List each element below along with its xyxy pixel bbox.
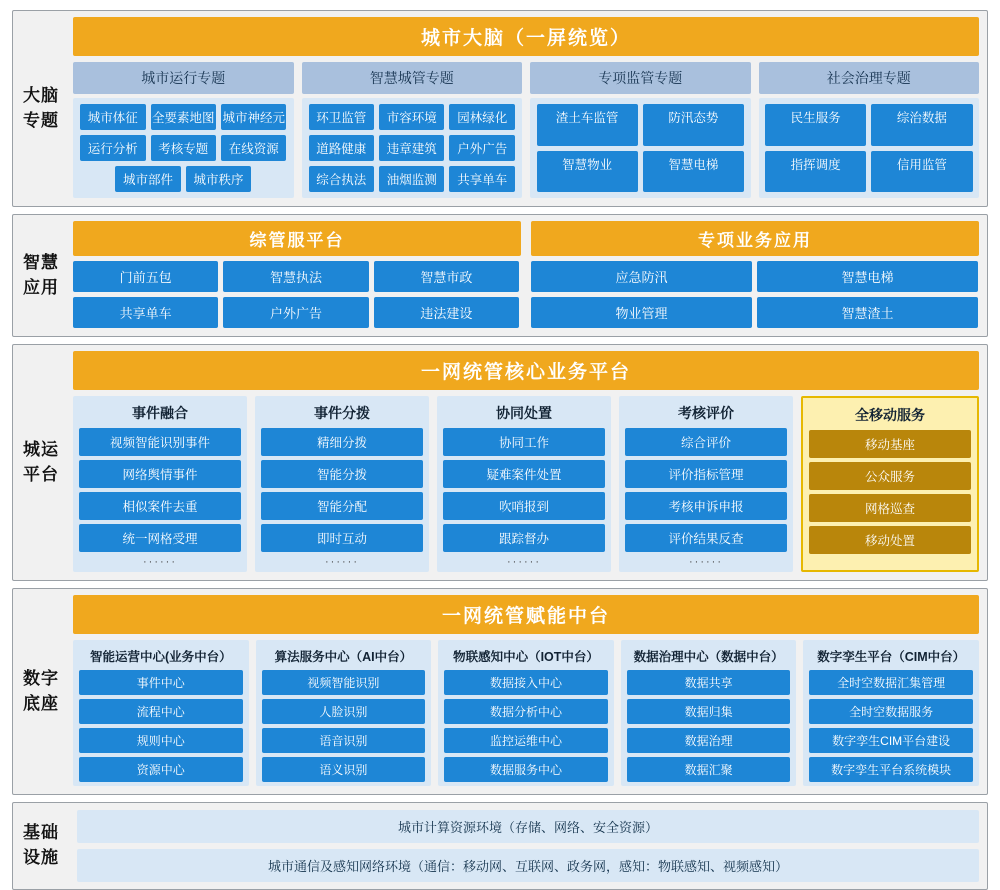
chip[interactable]: 综合执法: [309, 166, 374, 192]
section-smart-application: [12, 214, 988, 337]
chip[interactable]: 全要素地图: [151, 104, 216, 130]
card-title: 协同处置: [496, 405, 552, 421]
section-label-platform: [13, 345, 69, 580]
chip[interactable]: 智慧电梯: [757, 261, 978, 292]
card-title: 事件融合: [132, 405, 188, 421]
foundation-title: 一网统管赋能中台: [73, 595, 979, 634]
chip[interactable]: 环卫监管: [309, 104, 374, 130]
foundation-card-iot-center: [438, 640, 614, 786]
ellipsis: ······: [507, 556, 541, 568]
card-title: 考核评价: [678, 405, 734, 421]
chip[interactable]: 即时互动: [261, 524, 423, 552]
section-digital-foundation: [12, 588, 988, 795]
chip[interactable]: 网络舆情事件: [79, 460, 241, 488]
chip[interactable]: 共享单车: [449, 166, 514, 192]
chip[interactable]: 市容环境: [379, 104, 444, 130]
band-label-line: 数字: [23, 668, 59, 688]
chip[interactable]: 规则中心: [79, 728, 243, 753]
card-title: 数字孪生平台（CIM中台）: [817, 650, 966, 664]
smart-block-title: 综管服平台: [73, 221, 521, 256]
chip[interactable]: 事件中心: [79, 670, 243, 695]
ellipsis: ······: [689, 556, 723, 568]
brain-column-social-governance: [759, 62, 980, 198]
chip[interactable]: 考核专题: [151, 135, 216, 161]
chip[interactable]: 监控运维中心: [444, 728, 608, 753]
platform-body: [69, 345, 987, 580]
card-title: 事件分拨: [314, 405, 370, 421]
chip[interactable]: 精细分拨: [261, 428, 423, 456]
chip[interactable]: 数据归集: [627, 699, 791, 724]
smart-block-comprehensive-platform: [73, 221, 521, 328]
infra-row-computing[interactable]: 城市计算资源环境（存储、网络、安全资源）: [77, 810, 979, 843]
foundation-body: [69, 589, 987, 794]
chip[interactable]: 数据分析中心: [444, 699, 608, 724]
chip[interactable]: 共享单车: [73, 297, 218, 328]
band-label-line: 城运: [23, 439, 59, 459]
section-city-brain: [12, 10, 988, 207]
infra-body: [69, 803, 987, 889]
smart-block-title: 专项业务应用: [531, 221, 979, 256]
chip[interactable]: 相似案件去重: [79, 492, 241, 520]
chip[interactable]: 城市体征: [80, 104, 145, 130]
chip[interactable]: 视频智能识别: [262, 670, 426, 695]
brain-title: 城市大脑（一屏统览）: [73, 17, 979, 56]
brain-column-title: 智慧城管专题: [302, 62, 523, 94]
chip[interactable]: 油烟监测: [379, 166, 444, 192]
smart-block-items: [73, 261, 521, 328]
chip[interactable]: 考核申诉申报: [625, 492, 787, 520]
chip[interactable]: 智慧市政: [374, 261, 519, 292]
platform-title: 一网统管核心业务平台: [73, 351, 979, 390]
chip[interactable]: 智慧渣土: [757, 297, 978, 328]
ellipsis: ······: [143, 556, 177, 568]
chip[interactable]: 统一网格受理: [79, 524, 241, 552]
chip[interactable]: 指挥调度: [765, 151, 866, 193]
chip[interactable]: 智慧执法: [223, 261, 368, 292]
chip[interactable]: 数据共享: [627, 670, 791, 695]
chip[interactable]: 违章建筑: [379, 135, 444, 161]
chip[interactable]: 综合评价: [625, 428, 787, 456]
ellipsis: ······: [325, 556, 359, 568]
foundation-card-ai-center: [256, 640, 432, 786]
band-label-line: 基础: [23, 823, 59, 843]
chip[interactable]: 城市部件: [115, 166, 180, 192]
platform-card-event-fusion: [73, 396, 247, 572]
card-title: 全移动服务: [855, 407, 925, 423]
chip[interactable]: 智慧电梯: [643, 151, 744, 193]
band-label-line: 平台: [23, 464, 59, 484]
chip[interactable]: 语音识别: [262, 728, 426, 753]
foundation-card-digital-twin: [803, 640, 979, 786]
chip[interactable]: 智慧物业: [537, 151, 638, 193]
band-label-line: 专题: [23, 110, 59, 130]
chip[interactable]: 防汛态势: [643, 104, 744, 146]
chip[interactable]: 渣土车监管: [537, 104, 638, 146]
chip[interactable]: 城市神经元: [221, 104, 286, 130]
chip[interactable]: 语义识别: [262, 757, 426, 782]
card-title: 算法服务中心（AI中台）: [274, 650, 413, 664]
chip[interactable]: 户外广告: [223, 297, 368, 328]
chip[interactable]: 违法建设: [374, 297, 519, 328]
chip[interactable]: 数字孪生平台系统模块: [809, 757, 973, 782]
chip[interactable]: 信用监管: [871, 151, 972, 193]
chip[interactable]: 智能分配: [261, 492, 423, 520]
chip[interactable]: 数据服务中心: [444, 757, 608, 782]
chip[interactable]: 园林绿化: [449, 104, 514, 130]
brain-column-items: [302, 98, 523, 198]
brain-column-special-supervision: [530, 62, 751, 198]
brain-column-smart-urban-management: [302, 62, 523, 198]
chip[interactable]: 门前五包: [73, 261, 218, 292]
brain-column-title: 社会治理专题: [759, 62, 980, 94]
chip[interactable]: 在线资源: [221, 135, 286, 161]
card-title: 数据治理中心（数据中台）: [633, 650, 784, 664]
section-label-brain: [13, 11, 69, 206]
chip[interactable]: 城市秩序: [186, 166, 251, 192]
smart-blocks: [73, 221, 979, 328]
chip[interactable]: 综治数据: [871, 104, 972, 146]
section-label-foundation: [13, 589, 69, 794]
foundation-card-operation-center: [73, 640, 249, 786]
chip[interactable]: 流程中心: [79, 699, 243, 724]
chip[interactable]: 全时空数据服务: [809, 699, 973, 724]
chip[interactable]: 应急防汛: [531, 261, 752, 292]
chip[interactable]: 物业管理: [531, 297, 752, 328]
chip[interactable]: 数据治理: [627, 728, 791, 753]
foundation-cards: [73, 640, 979, 786]
chip[interactable]: 视频智能识别事件: [79, 428, 241, 456]
chip[interactable]: 协同工作: [443, 428, 605, 456]
platform-cards: [73, 396, 979, 572]
brain-column-title: 城市运行专题: [73, 62, 294, 94]
band-label-line: 大脑: [23, 85, 59, 105]
band-label-line: 应用: [23, 277, 59, 297]
smart-block-special-business: [531, 221, 979, 328]
brain-column-city-operation: [73, 62, 294, 198]
brain-columns: [73, 62, 979, 198]
platform-card-full-mobile-service: [801, 396, 979, 572]
chip[interactable]: 跟踪督办: [443, 524, 605, 552]
chip[interactable]: 网格巡查: [809, 494, 971, 522]
chip[interactable]: 吹哨报到: [443, 492, 605, 520]
chip[interactable]: 资源中心: [79, 757, 243, 782]
platform-card-collaborative-handling: [437, 396, 611, 572]
brain-column-title: 专项监管专题: [530, 62, 751, 94]
band-label-line: 底座: [23, 693, 59, 713]
platform-card-event-dispatch: [255, 396, 429, 572]
chip[interactable]: 数据接入中心: [444, 670, 608, 695]
section-core-platform: [12, 344, 988, 581]
platform-card-assessment: [619, 396, 793, 572]
card-title: 智能运营中心(业务中台）: [89, 650, 232, 664]
band-label-line: 设施: [23, 848, 59, 867]
chip[interactable]: 疑难案件处置: [443, 460, 605, 488]
band-label-line: 智慧: [23, 252, 59, 272]
card-title: 物联感知中心（IOT中台）: [453, 650, 599, 664]
chip[interactable]: 评价指标管理: [625, 460, 787, 488]
chip[interactable]: 移动处置: [809, 526, 971, 554]
smart-body: [69, 215, 987, 336]
foundation-card-data-center: [621, 640, 797, 786]
brain-column-items: [73, 98, 294, 198]
section-infrastructure: [12, 802, 988, 890]
chip[interactable]: 数据汇聚: [627, 757, 791, 782]
chip[interactable]: 全时空数据汇集管理: [809, 670, 973, 695]
brain-body: [69, 11, 987, 206]
chip[interactable]: 运行分析: [80, 135, 145, 161]
chip[interactable]: 评价结果反查: [625, 524, 787, 552]
chip[interactable]: 人脸识别: [262, 699, 426, 724]
chip[interactable]: 移动基座: [809, 430, 971, 458]
chip[interactable]: 户外广告: [449, 135, 514, 161]
chip[interactable]: 道路健康: [309, 135, 374, 161]
infra-row-network[interactable]: 城市通信及感知网络环境（通信：移动网、互联网、政务网，感知：物联感知、视频感知）: [77, 849, 979, 882]
section-label-infra: [13, 803, 69, 889]
smart-block-items: [531, 261, 979, 328]
chip[interactable]: 智能分拨: [261, 460, 423, 488]
chip[interactable]: 公众服务: [809, 462, 971, 490]
brain-column-items: [530, 98, 751, 198]
chip[interactable]: 数字孪生CIM平台建设: [809, 728, 973, 753]
chip[interactable]: 民生服务: [765, 104, 866, 146]
brain-column-items: [759, 98, 980, 198]
section-label-smart: [13, 215, 69, 336]
